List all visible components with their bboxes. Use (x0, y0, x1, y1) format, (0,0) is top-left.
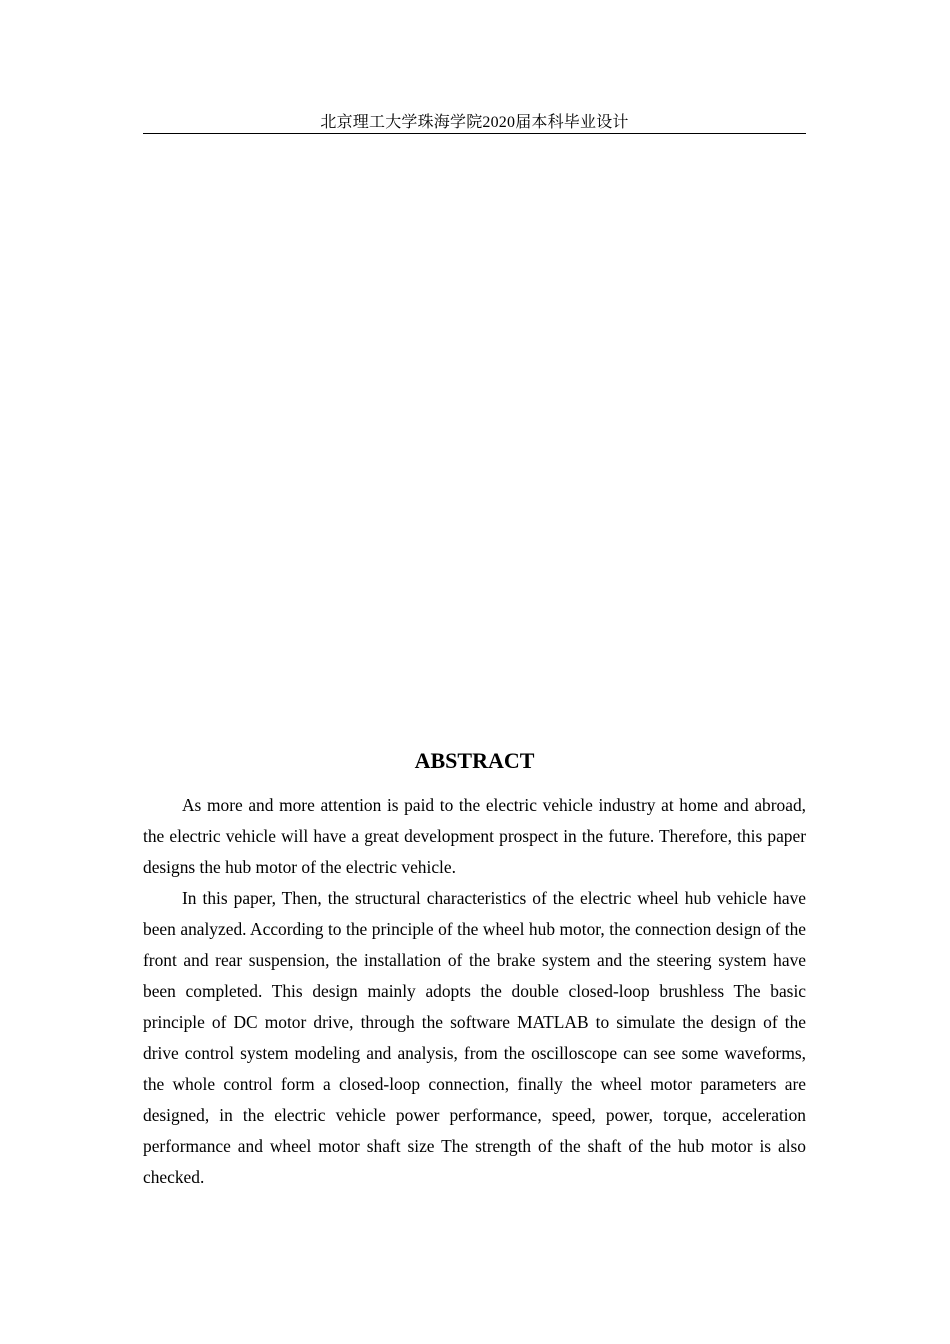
abstract-body (143, 790, 806, 1193)
abstract-paragraph-1: As more and more attention is paid to the electric vehicle industry at home and abroad, the electric vehicle will have a great development prospect in the future. Therefore, this paper designs the hub motor of the electric vehicle. (143, 795, 806, 877)
page-header: 北京理工大学珠海学院2020届本科毕业设计 (320, 114, 629, 131)
header-divider (143, 133, 806, 134)
abstract-heading: ABSTRACT (414, 748, 535, 773)
abstract-paragraph-2: In this paper, Then, the structural characteristics of the electric wheel hub vehicle have been analyzed. According to the principle of the wheel hub motor, the connection design of the front and rear suspension, the installation of the brake system and the steering system have been completed. This design mainly adopts the double closed-loop brushless The basic principle of DC motor drive, through the software MATLAB to simulate the design of the drive control system modeling and analysis, from the oscilloscope can see some waveforms, the whole control form a closed-loop connection, finally the wheel motor parameters are designed, in the electric vehicle power performance, speed, power, torque, acceleration performance and wheel motor shaft size The strength of the shaft of the hub motor is also checked. (143, 888, 806, 1187)
